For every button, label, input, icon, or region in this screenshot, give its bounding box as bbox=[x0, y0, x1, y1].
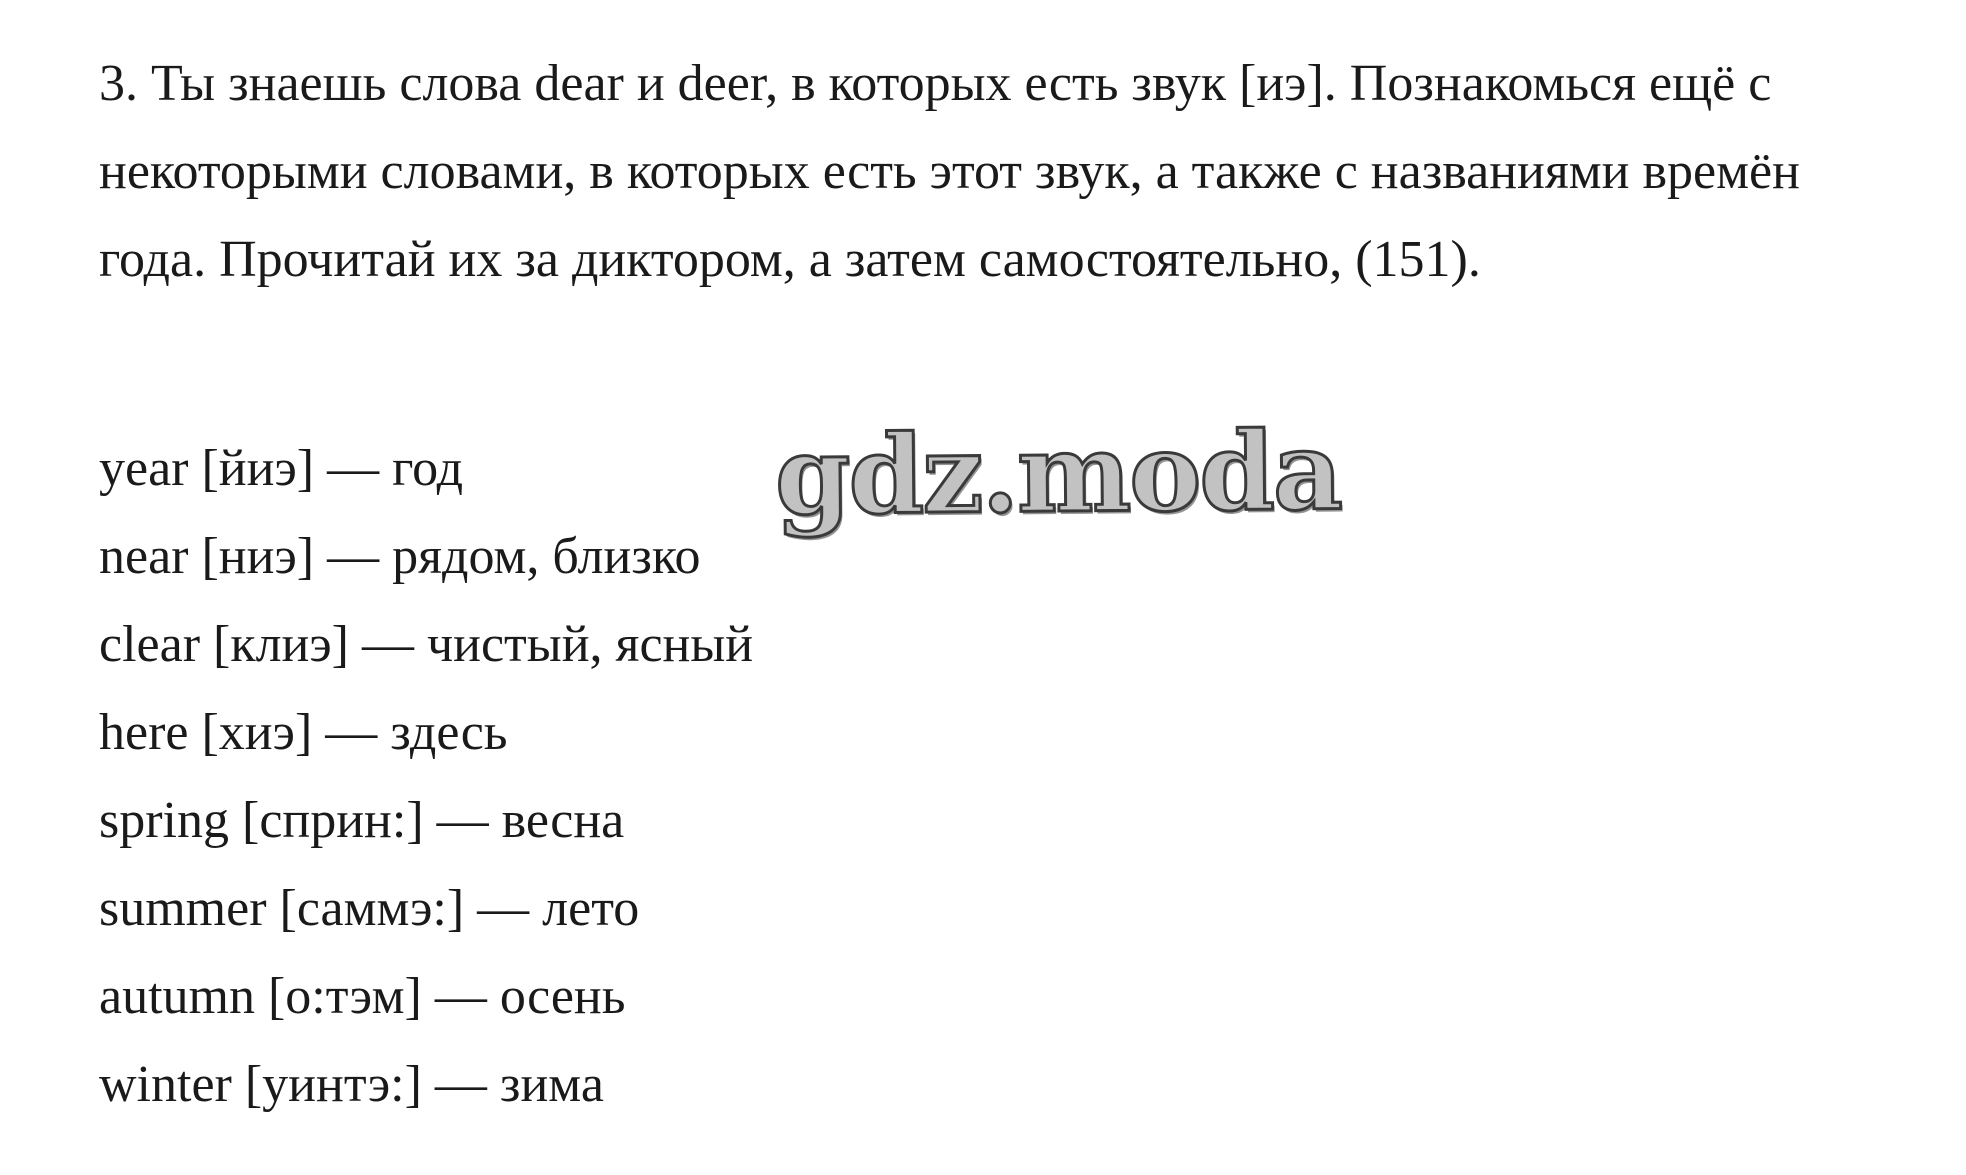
vocab-item-winter: winter [уинтэ:] — зима bbox=[99, 1056, 604, 1113]
task-instruction: 3. Ты знаешь слова dear и deer, в которых есть звук [иэ]. Познакомься ещё с некоторыми словами, в которых есть этот звук, а также с названиями времён года. Прочитай их за диктором, а затем самостоятельно, (151). bbox=[99, 55, 1800, 288]
vocab-item-spring: spring [сприн:] — весна bbox=[99, 792, 625, 849]
vocab-item-summer: summer [саммэ:] — лето bbox=[99, 880, 640, 937]
vocab-item-clear: clear [клиэ] — чистый, ясный bbox=[99, 616, 754, 673]
vocab-item-here: here [хиэ] — здесь bbox=[99, 704, 508, 761]
watermark-logo: gdz.moda bbox=[774, 408, 1342, 540]
vocab-item-year: year [йиэ] — год bbox=[99, 440, 464, 497]
vocabulary-list bbox=[99, 425, 753, 1129]
vocab-item-autumn: autumn [о:тэм] — осень bbox=[99, 968, 626, 1025]
vocab-item-near: near [ниэ] — рядом, близко bbox=[99, 528, 701, 585]
